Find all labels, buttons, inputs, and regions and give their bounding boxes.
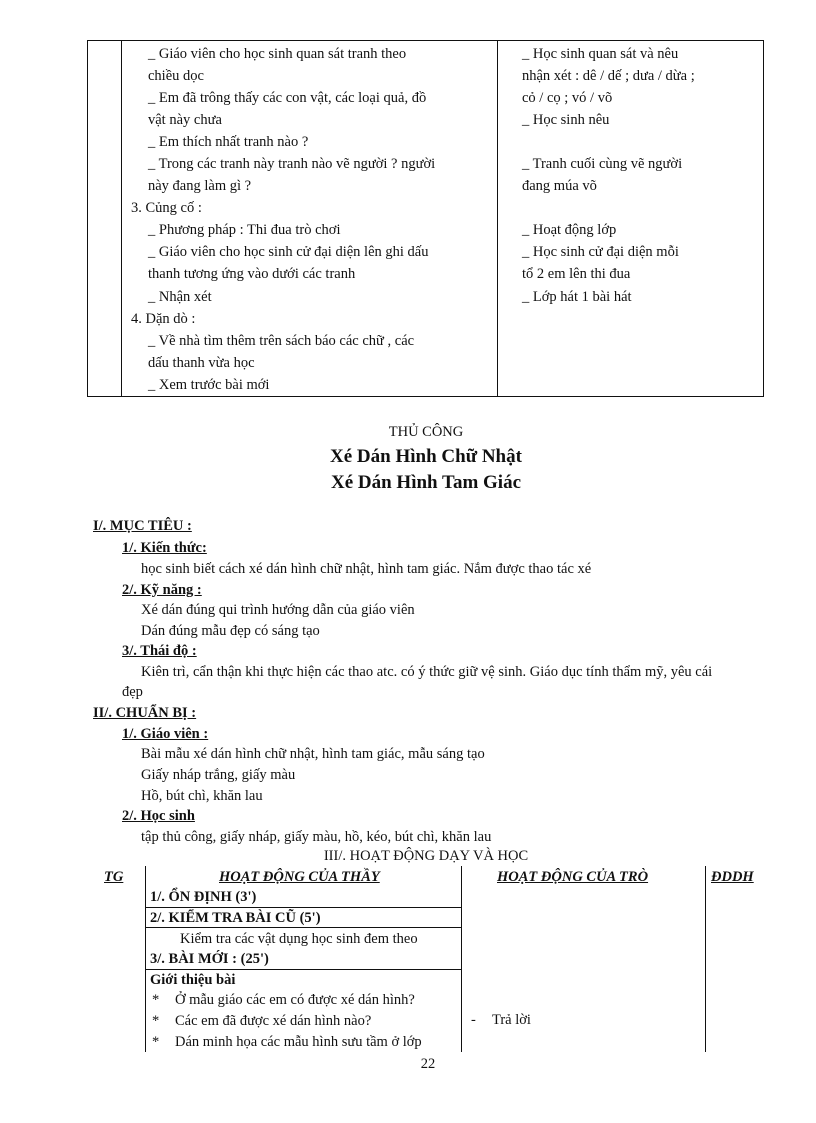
teacher-line: _ Giáo viên cho học sinh cử đại diện lên ghi dấu bbox=[148, 244, 429, 260]
student-line: đang múa võ bbox=[522, 178, 597, 194]
teacher-line: _ Xem trước bài mới bbox=[148, 377, 270, 393]
section-instructions: 4. Dặn dò : bbox=[131, 311, 196, 327]
teacher-line: chiều dọc bbox=[148, 68, 204, 84]
teacher-line: dấu thanh vừa học bbox=[148, 355, 255, 371]
bullet-icon: * bbox=[152, 1034, 160, 1050]
header-teacher-activity: HOẠT ĐỘNG CỦA THẦY bbox=[219, 869, 380, 885]
header-tg: TG bbox=[104, 869, 124, 885]
teacher-prep-text: Giấy nháp trắng, giấy màu bbox=[141, 767, 296, 783]
subject-heading: THỦ CÔNG bbox=[388, 424, 464, 440]
row-new-lesson: 3/. BÀI MỚI : (25') bbox=[150, 951, 269, 967]
review-text: Kiểm tra các vật dụng học sinh đem theo bbox=[180, 931, 418, 947]
section-activities: III/. HOẠT ĐỘNG DẠY VÀ HỌC bbox=[323, 848, 529, 864]
subsection-student: 2/. Học sinh bbox=[122, 808, 195, 824]
teacher-prep-text: Bài mẫu xé dán hình chữ nhật, hình tam giác, mẫu sáng tạo bbox=[141, 746, 485, 762]
student-line: cỏ / cọ ; vó / võ bbox=[522, 90, 613, 106]
bullet-icon: * bbox=[152, 1013, 160, 1029]
activities-table-divider-2 bbox=[461, 866, 462, 1052]
student-line: _ Học sinh quan sát và nêu bbox=[522, 46, 679, 62]
header-student-activity: HOẠT ĐỘNG CỦA TRÒ bbox=[497, 869, 649, 885]
attitude-text: đẹp bbox=[122, 684, 143, 700]
lesson-title-2: Xé Dán Hình Tam Giác bbox=[330, 472, 522, 493]
teacher-line: này đang làm gì ? bbox=[148, 178, 252, 194]
teacher-question: Ở mẫu giáo các em có được xé dán hình? bbox=[175, 992, 415, 1008]
teacher-line: _ Phương pháp : Thi đua trò chơi bbox=[148, 222, 341, 238]
teacher-line: _ Giáo viên cho học sinh quan sát tranh theo bbox=[148, 46, 407, 62]
student-prep-text: tập thủ công, giấy nháp, giấy màu, hồ, kéo, bút chì, khăn lau bbox=[141, 829, 492, 845]
top-table-border-top bbox=[87, 40, 764, 41]
student-line: _ Học sinh cử đại diện mỗi bbox=[522, 244, 679, 260]
student-line: tổ 2 em lên thi đua bbox=[522, 266, 631, 282]
top-table-border-bottom bbox=[87, 396, 764, 397]
row-stabilize: 1/. ỔN ĐỊNH (3') bbox=[150, 889, 257, 905]
attitude-text: Kiên trì, cẩn thận khi thực hiện các thao atc. có ý thức giữ vệ sinh. Giáo dục tính thẩm mỹ, yêu cái bbox=[141, 664, 713, 680]
teacher-demonstration: Dán minh họa các mẫu hình sưu tầm ở lớp bbox=[175, 1034, 422, 1050]
teacher-line: _ Về nhà tìm thêm trên sách báo các chữ , các bbox=[148, 333, 415, 349]
student-line: _ Lớp hát 1 bài hát bbox=[522, 289, 632, 305]
top-table-border-left bbox=[87, 40, 88, 397]
teacher-prep-text: Hồ, bút chì, khăn lau bbox=[141, 788, 263, 804]
student-line: _ Học sinh nêu bbox=[522, 112, 610, 128]
intro-lesson: Giới thiệu bài bbox=[150, 972, 236, 988]
subsection-attitude: 3/. Thái độ : bbox=[122, 643, 197, 659]
teacher-line: _ Nhận xét bbox=[148, 289, 212, 305]
teacher-line: _ Em thích nhất tranh nào ? bbox=[148, 134, 309, 150]
lesson-title-1: Xé Dán Hình Chữ Nhật bbox=[330, 446, 522, 467]
activities-table-divider-1 bbox=[145, 866, 146, 1052]
skills-text: Dán đúng mẫu đẹp có sáng tạo bbox=[141, 623, 320, 639]
subsection-skills: 2/. Kỹ năng : bbox=[122, 582, 202, 598]
subsection-knowledge: 1/. Kiến thức: bbox=[122, 540, 207, 556]
top-table-border-right bbox=[763, 40, 764, 397]
section-objectives: I/. MỤC TIÊU : bbox=[93, 518, 192, 534]
teacher-line: thanh tương ứng vào dưới các tranh bbox=[148, 266, 356, 282]
teacher-line: _ Trong các tranh này tranh nào vẽ người ? người bbox=[148, 156, 436, 172]
student-line: _ Hoạt động lớp bbox=[522, 222, 617, 238]
section-consolidate: 3. Củng cố : bbox=[131, 200, 202, 216]
activities-table-divider-3 bbox=[705, 866, 706, 1052]
row-review: 2/. KIỂM TRA BÀI CŨ (5') bbox=[150, 910, 321, 926]
teacher-line: vật này chưa bbox=[148, 112, 222, 128]
student-line: _ Tranh cuối cùng vẽ người bbox=[522, 156, 683, 172]
top-table-divider-1 bbox=[121, 40, 122, 397]
dash-icon: - bbox=[471, 1012, 476, 1028]
page-number: 22 bbox=[420, 1056, 436, 1072]
bullet-icon: * bbox=[152, 992, 160, 1008]
teacher-line: _ Em đã trông thấy các con vật, các loại quả, đồ bbox=[148, 90, 427, 106]
subsection-teacher: 1/. Giáo viên : bbox=[122, 726, 209, 742]
student-answer: Trả lời bbox=[492, 1012, 531, 1028]
knowledge-text: học sinh biết cách xé dán hình chữ nhật, hình tam giác. Nắm được thao tác xé bbox=[141, 561, 592, 577]
skills-text: Xé dán đúng qui trình hướng dẫn của giáo viên bbox=[141, 602, 415, 618]
section-preparation: II/. CHUẨN BỊ : bbox=[93, 705, 197, 721]
header-dddh: ĐDDH bbox=[711, 869, 754, 885]
teacher-question: Các em đã được xé dán hình nào? bbox=[175, 1013, 372, 1029]
student-line: nhận xét : dê / dế ; dưa / dừa ; bbox=[522, 68, 695, 84]
top-table-divider-2 bbox=[497, 40, 498, 397]
